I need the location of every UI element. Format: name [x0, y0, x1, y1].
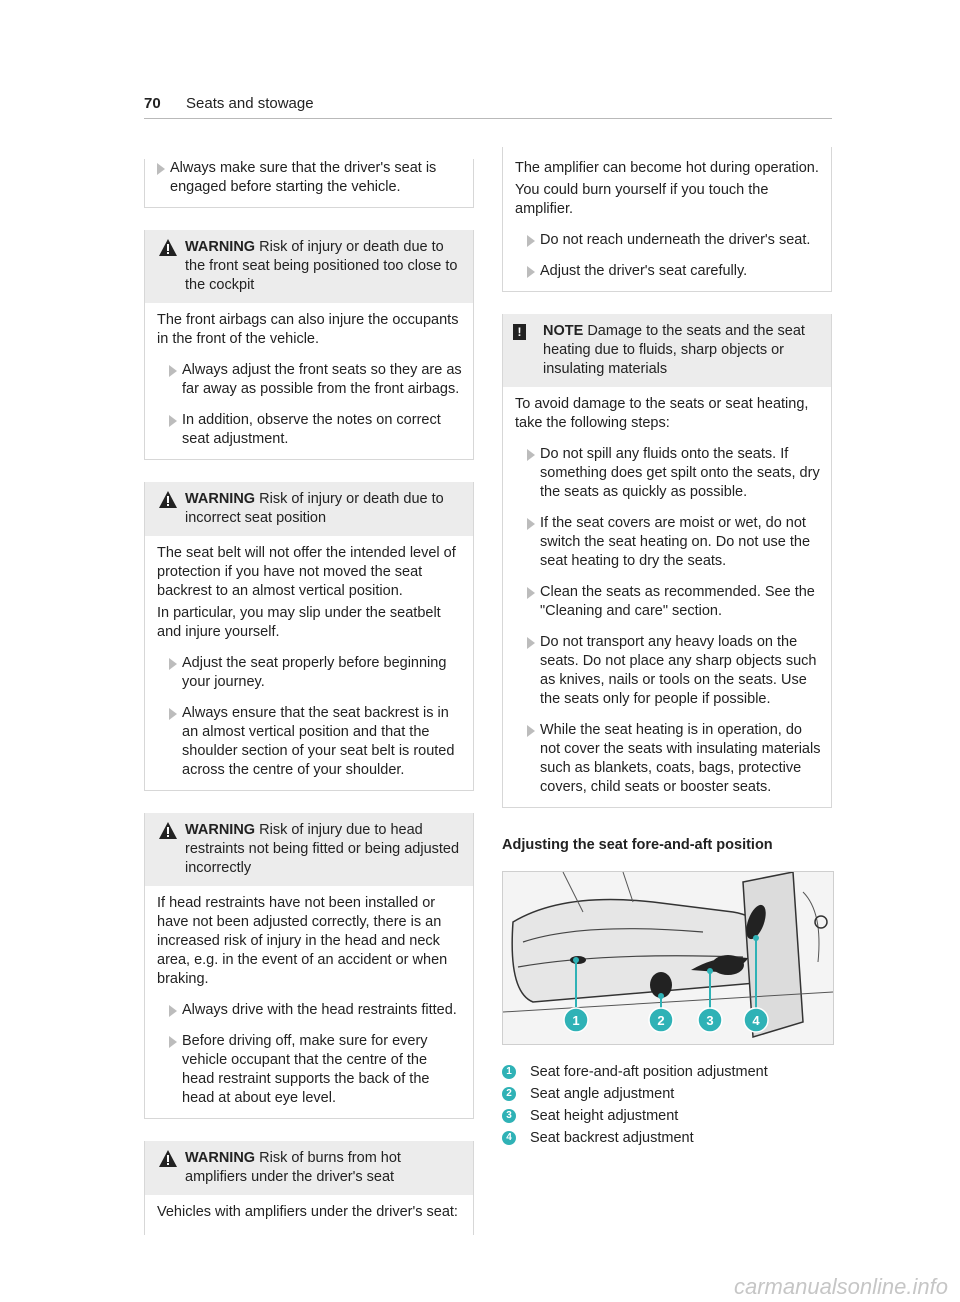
- step-arrow-icon: [527, 235, 535, 247]
- step-text: Before driving off, make sure for every vehicle occupant that the centre of the head restraint supports the back of the head at about eye level.: [182, 1033, 430, 1106]
- step-item: [157, 654, 463, 692]
- step-item: [515, 583, 821, 621]
- step-item: [515, 514, 821, 571]
- left-column: [144, 147, 474, 1235]
- seat-illustration: [503, 872, 833, 1044]
- page-number: 70: [144, 95, 161, 112]
- warning-paragraph: The front airbags can also injure the occupants in the front of the vehicle.: [157, 312, 459, 347]
- top-step-box: [144, 159, 474, 208]
- step-arrow-icon: [527, 518, 535, 530]
- step-item: [515, 721, 821, 797]
- step-text: Adjust the driver's seat carefully.: [540, 263, 748, 279]
- step-item: [157, 704, 463, 780]
- step-text: Do not spill any fluids onto the seats. If something does get spilt onto the seats, dry the seats as quickly as possible.: [540, 446, 820, 500]
- warning-header: [145, 813, 473, 886]
- step-arrow-icon: [527, 266, 535, 278]
- step-text: In addition, observe the notes on correct seat adjustment.: [182, 412, 441, 447]
- warning-triangle-icon: [159, 1150, 177, 1167]
- step-text: Do not reach underneath the driver's seat.: [540, 232, 811, 248]
- step-item: [515, 633, 821, 709]
- step-item: [157, 411, 463, 449]
- note-body: [503, 387, 831, 807]
- step-arrow-icon: [169, 708, 177, 720]
- warning-label: WARNING: [185, 239, 256, 255]
- notice-icon: !: [513, 324, 526, 340]
- step-text: Do not transport any heavy loads on the seats. Do not place any sharp objects such as knives, nails or tools on the seats. Use the seats only for people if possible.: [540, 634, 817, 707]
- right-column: [502, 147, 832, 1151]
- subheading: Adjusting the seat fore-and-aft position: [502, 837, 773, 853]
- note-label: NOTE: [543, 323, 584, 339]
- step-text: Always ensure that the seat backrest is in an almost vertical position and that the shoulder section of your seat belt is routed across the centre of your shoulder.: [182, 705, 455, 778]
- warning-title: Risk of injury or death due to incorrect seat position: [185, 491, 444, 526]
- step-item: [515, 262, 821, 281]
- warning-body: [145, 303, 473, 459]
- warning-triangle-icon: [159, 491, 177, 508]
- step-text: Clean the seats as recommended. See the "Cleaning and care" section.: [540, 584, 815, 619]
- note-paragraph: To avoid damage to the seats or seat heating, take the following steps:: [515, 396, 809, 431]
- warning-triangle-icon: [159, 822, 177, 839]
- warning-triangle-icon: [159, 239, 177, 256]
- legend-item: [502, 1107, 832, 1126]
- note-header: [503, 314, 831, 387]
- warning-title: Risk of injury or death due to the front seat being positioned too close to the cockpit: [185, 239, 458, 293]
- step-item: [145, 159, 473, 197]
- step-text: Always make sure that the driver's seat is engaged before starting the vehicle.: [170, 160, 437, 195]
- warning-paragraph: If head restraints have not been installed or have not been adjusted correctly, there is an increased risk of injury in the head and neck area, e.g. in the event of an accident or when braking.: [157, 895, 448, 987]
- step-arrow-icon: [527, 637, 535, 649]
- step-text: If the seat covers are moist or wet, do not switch the seat heating on. Do not use the seat heating to dry the seats.: [540, 515, 811, 569]
- warning-paragraph: Vehicles with amplifiers under the driver's seat:: [157, 1204, 458, 1220]
- seat-controls-figure: [502, 871, 834, 1045]
- warning-body: [145, 886, 473, 1118]
- note-title: Damage to the seats and the seat heating due to fluids, sharp objects or insulating materials: [543, 323, 805, 377]
- step-arrow-icon: [527, 587, 535, 599]
- legend-item: [502, 1129, 832, 1148]
- step-arrow-icon: [157, 163, 165, 175]
- legend-number: 3: [502, 1109, 516, 1123]
- step-item: [157, 1032, 463, 1108]
- warning-box-3: [144, 813, 474, 1119]
- warning-continuation: [502, 147, 832, 292]
- callout-2-label: 2: [657, 1013, 665, 1028]
- step-text: Always drive with the head restraints fitted.: [182, 1002, 457, 1018]
- step-arrow-icon: [169, 415, 177, 427]
- legend-item: [502, 1063, 832, 1082]
- step-item: [515, 445, 821, 502]
- warning-paragraph: The seat belt will not offer the intended level of protection if you have not moved the seat backrest to an almost vertical position.: [157, 545, 456, 599]
- warning-paragraph: You could burn yourself if you touch the amplifier.: [515, 182, 769, 217]
- step-arrow-icon: [169, 1005, 177, 1017]
- step-text: Always adjust the front seats so they are as far away as possible from the front airbags.: [182, 362, 462, 397]
- warning-label: WARNING: [185, 822, 256, 838]
- legend-number: 1: [502, 1065, 516, 1079]
- warning-box-2: [144, 482, 474, 791]
- warning-paragraph: In particular, you may slip under the seatbelt and injure yourself.: [157, 605, 441, 640]
- warning-title: Risk of injury due to head restraints not being fitted or being adjusted incorrectly: [185, 822, 460, 876]
- legend-text: Seat height adjustment: [530, 1108, 679, 1124]
- step-text: Adjust the seat properly before beginning your journey.: [182, 655, 447, 690]
- step-item: [157, 361, 463, 399]
- step-arrow-icon: [169, 1036, 177, 1048]
- page-header: [144, 94, 832, 119]
- legend-number: 2: [502, 1087, 516, 1101]
- legend-text: Seat backrest adjustment: [530, 1130, 694, 1146]
- warning-paragraph: The amplifier can become hot during operation.: [515, 160, 819, 176]
- step-arrow-icon: [169, 658, 177, 670]
- legend-text: Seat fore-and-aft position adjustment: [530, 1064, 768, 1080]
- callout-4-label: 4: [752, 1013, 760, 1028]
- legend-item: [502, 1085, 832, 1104]
- warning-header: [145, 1141, 473, 1195]
- warning-label: WARNING: [185, 1150, 256, 1166]
- step-arrow-icon: [169, 365, 177, 377]
- warning-body: [145, 536, 473, 790]
- warning-label: WARNING: [185, 491, 256, 507]
- warning-header: [145, 482, 473, 536]
- warning-body: [145, 1195, 473, 1235]
- step-item: [515, 231, 821, 250]
- warning-title: Risk of burns from hot amplifiers under the driver's seat: [185, 1150, 401, 1185]
- callout-3-label: 3: [706, 1013, 714, 1028]
- watermark-brand: carmanualsonline.info: [733, 1274, 948, 1299]
- step-item: [157, 1001, 463, 1020]
- warning-box-1: [144, 230, 474, 460]
- callout-1-label: 1: [572, 1013, 580, 1028]
- step-arrow-icon: [527, 449, 535, 461]
- legend-text: Seat angle adjustment: [530, 1086, 675, 1102]
- note-box: [502, 314, 832, 808]
- legend-number: 4: [502, 1131, 516, 1145]
- warning-box-4: [144, 1141, 474, 1235]
- figure-legend: [502, 1063, 832, 1148]
- step-text: While the seat heating is in operation, do not cover the seats with insulating materials such as blankets, coats, bags, protective covers, child seats or booster seats.: [540, 722, 821, 795]
- section-title: Seats and stowage: [186, 95, 314, 112]
- warning-header: [145, 230, 473, 303]
- step-arrow-icon: [527, 725, 535, 737]
